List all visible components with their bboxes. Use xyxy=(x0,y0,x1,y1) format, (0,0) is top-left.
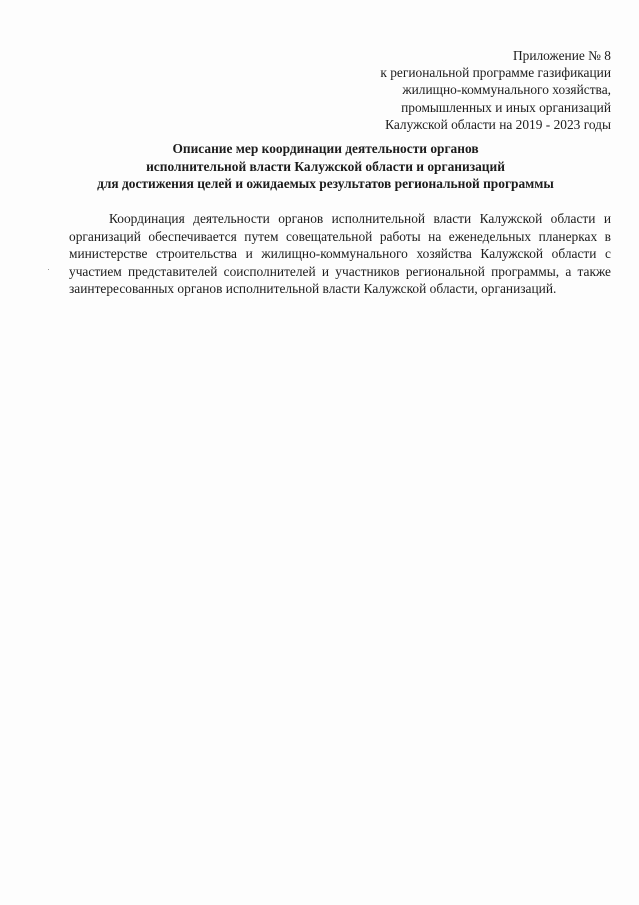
appendix-number: Приложение № 8 xyxy=(512,48,611,63)
title-line-2: исполнительной власти Калужской области и организаций xyxy=(146,158,505,174)
title-line-3: для достижения целей и ожидаемых результатов региональной программы xyxy=(97,176,554,192)
title-line-1: Описание мер координации деятельности органов xyxy=(172,141,479,156)
body-paragraph: Координация деятельности органов исполнительной власти Калужской области и организаций обеспечивается путем совещательной работы на еженедельных планерках в министерстве строительства и жилищно-коммунального хозяйства Калужской области с участием представителей соисполнителей и участников региональной программы, а также заинтересованных органов исполнительной власти Калужской области, организаций. xyxy=(69,211,611,297)
appendix-header xyxy=(281,47,611,133)
appendix-line-3: жилищно-коммунального хозяйства, xyxy=(402,82,611,98)
document-title xyxy=(40,140,611,193)
scan-speck xyxy=(48,269,49,270)
appendix-line-5: Калужской области на 2019 - 2023 годы xyxy=(385,116,611,132)
appendix-line-4: промышленных и иных организаций xyxy=(401,99,611,115)
appendix-line-2: к региональной программе газификации xyxy=(380,65,611,81)
